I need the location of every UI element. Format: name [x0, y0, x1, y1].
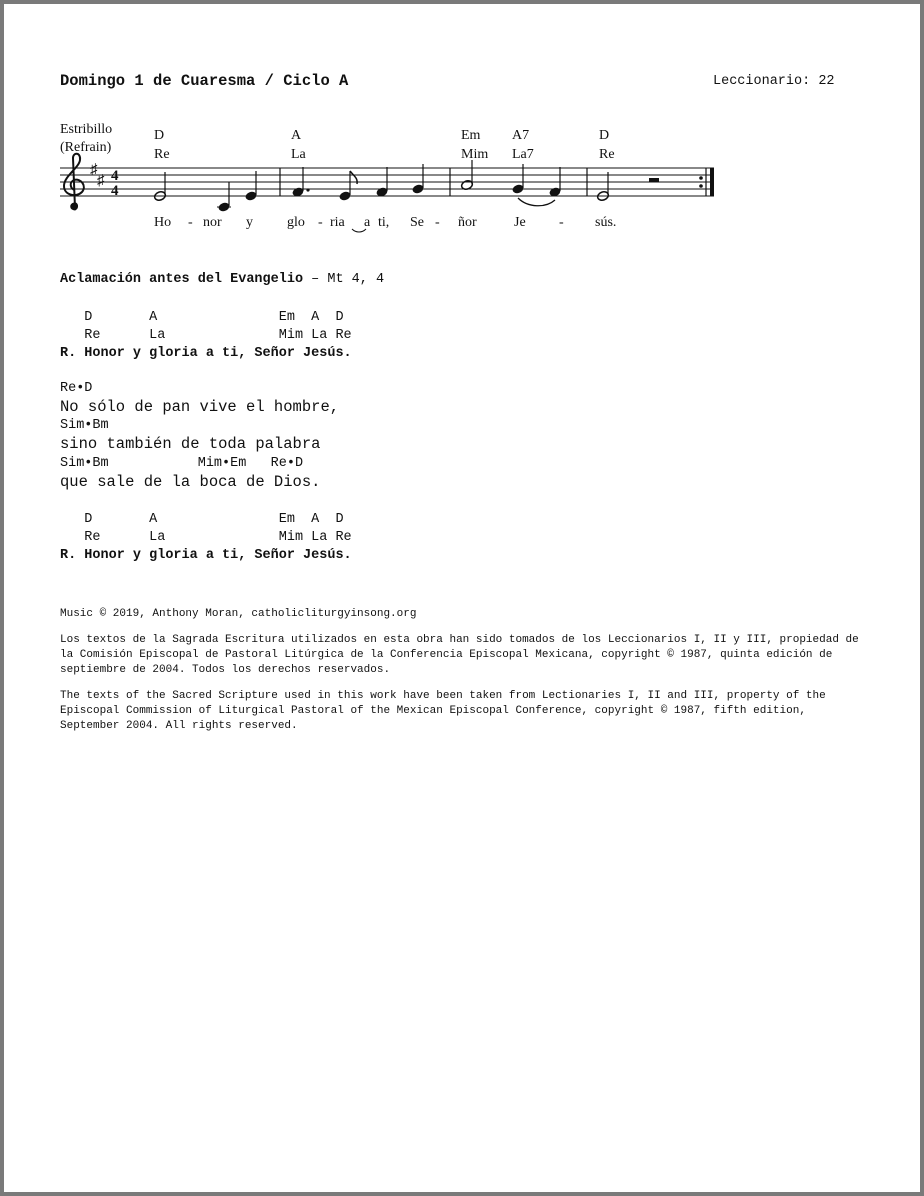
- lyric-syllable: -: [559, 215, 564, 230]
- lyric-syllable: -: [435, 215, 440, 230]
- refrain-chords-spanish: Re La Mim La Re: [60, 530, 352, 545]
- verse-chords: Re•D: [60, 381, 93, 396]
- acclamation-title: Aclamación antes del Evangelio: [60, 272, 304, 287]
- verse-line: No sólo de pan vive el hombre,: [60, 398, 340, 416]
- music-score: [56, 116, 736, 241]
- score-chord-es: La7: [512, 147, 534, 162]
- lyric-syllable: y: [246, 215, 253, 230]
- scripture-reference: – Mt 4, 4: [303, 272, 385, 287]
- lyric-syllable: Se: [410, 215, 424, 230]
- spanish-copyright: Los textos de la Sagrada Escritura utilizados en esta obra han sido tomados de los Leccionarios I, II y III, propiedad de la Comisión Episcopal de Pastoral Litúrgica de la Conferencia Episcopal Mexicana, copyright © 1987, quinta edición de septiembre de 2004. Todos los derechos reservados.: [60, 634, 859, 676]
- key-signature: [90, 162, 105, 189]
- english-copyright: The texts of the Sacred Scripture used in this work have been taken from Lectionaries I, II and III, property of the Episcopal Commission of Liturgical Pastoral of the Mexican Episcopal Conference, copyright © 1987, fifth edition, September 2004. All rights reserved.: [60, 690, 826, 732]
- score-chord-es: Re: [154, 147, 170, 162]
- score-chord-en: D: [154, 128, 165, 143]
- score-chord-es: Mim: [461, 147, 489, 162]
- refrain-label-english: (Refrain): [60, 140, 112, 155]
- refrain-label: Estribillo: [60, 122, 113, 137]
- verse-chords: Sim•Bm Mim•Em Re•D: [60, 456, 304, 471]
- score-chord-en: Em: [461, 128, 481, 143]
- refrain-chords-english: D A Em A D: [60, 512, 344, 527]
- lyric-syllable: Je: [514, 215, 526, 230]
- leccionario-number: Leccionario: 22: [713, 74, 835, 89]
- verse-chords: Sim•Bm: [60, 418, 109, 433]
- measure-1: [153, 171, 257, 213]
- refrain-chords-spanish: Re La Mim La Re: [60, 328, 352, 343]
- lyric-syllable: glo: [287, 215, 305, 230]
- refrain-chords-english: D A Em A D: [60, 310, 344, 325]
- music-credit: Music © 2019, Anthony Moran, catholicliturgyinsong.org: [60, 608, 417, 620]
- measure-4: [596, 172, 659, 202]
- score-chord-en: D: [599, 128, 610, 143]
- lyric-syllable: -: [188, 215, 193, 230]
- score-svg: [56, 116, 736, 236]
- score-chord-en: A: [291, 128, 302, 143]
- lyric-syllable: sús.: [595, 215, 617, 230]
- lyric-syllable: Ho: [154, 215, 172, 230]
- verse-line: que sale de la boca de Dios.: [60, 473, 321, 491]
- lyric-syllable: a: [364, 215, 371, 230]
- time-signature: [111, 168, 119, 199]
- lyric-syllable: -: [318, 215, 323, 230]
- score-chord-en: A7: [512, 128, 530, 143]
- svg-text:4: 4: [111, 183, 119, 199]
- refrain-text: R. Honor y gloria a ti, Señor Jesús.: [60, 346, 352, 361]
- verse-line: sino también de toda palabra: [60, 435, 321, 453]
- refrain-text: R. Honor y gloria a ti, Señor Jesús.: [60, 548, 352, 563]
- lyric-syllable: nor: [203, 215, 222, 230]
- lyric-syllable: ti,: [378, 215, 390, 230]
- svg-text:♯: ♯: [97, 173, 105, 189]
- measure-3: [460, 160, 561, 206]
- svg-text:♯: ♯: [90, 162, 98, 178]
- svg-text:4: 4: [111, 168, 119, 184]
- lyric-syllable: ñor: [458, 215, 477, 230]
- lyric-syllable: ria: [330, 215, 345, 230]
- score-chord-es: La: [291, 147, 306, 162]
- acclamation-heading: [60, 272, 384, 287]
- page-title: Domingo 1 de Cuaresma / Ciclo A: [60, 72, 349, 90]
- score-chord-es: Re: [599, 147, 615, 162]
